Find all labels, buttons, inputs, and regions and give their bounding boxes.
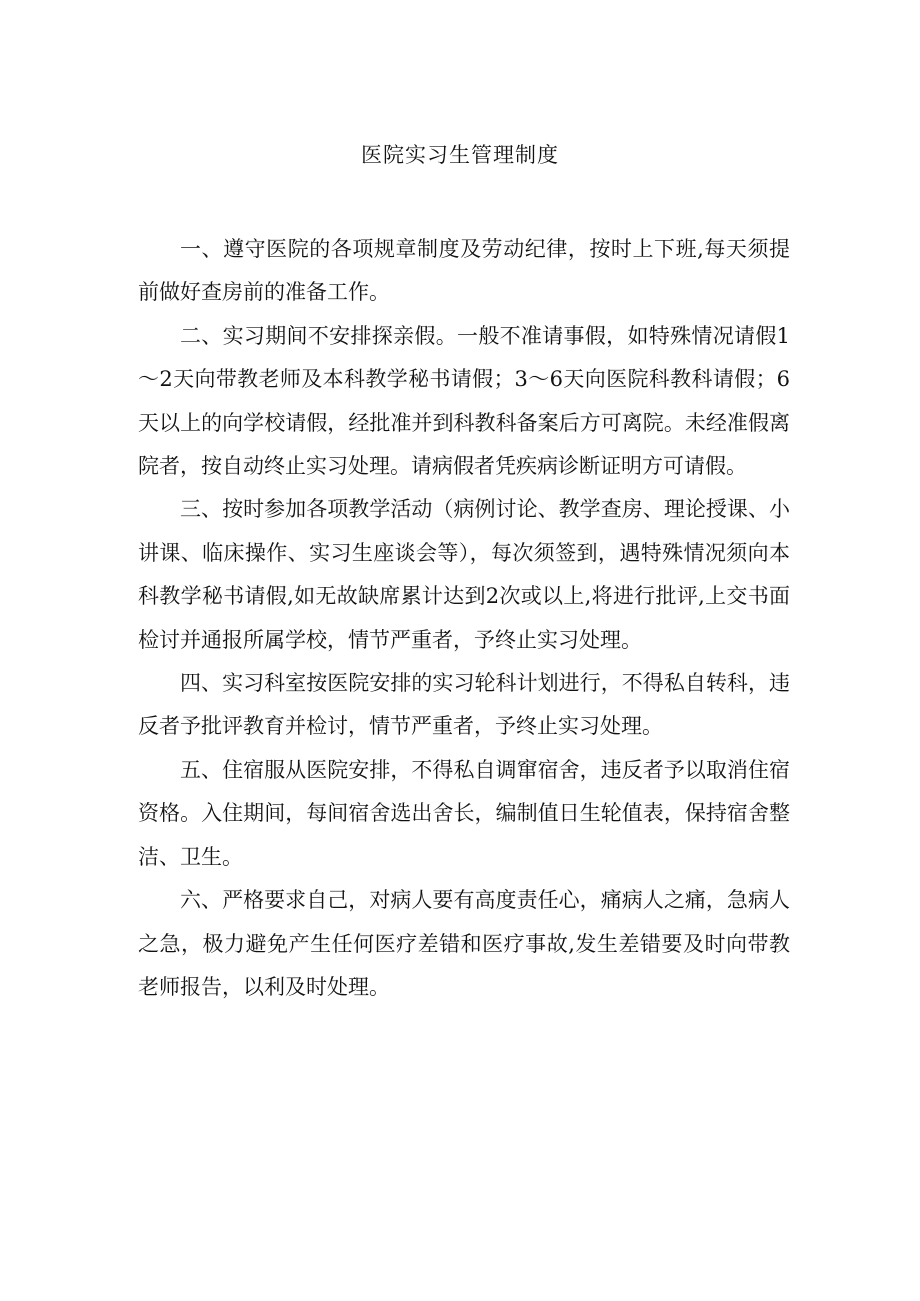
paragraph-4: 四、实习科室按医院安排的实习轮科计划进行，不得私自转科，违反者予批评教育并检讨，情节严重者，予终止实习处理。 [138, 671, 790, 739]
paragraph-1: 一、遵守医院的各项规章制度及劳动纪律，按时上下班,每天须提前做好查房前的准备工作。 [138, 237, 790, 305]
document-body [138, 228, 790, 1009]
document-title: 医院实习生管理制度 [361, 143, 559, 167]
paragraph-3: 三、按时参加各项教学活动（病例讨论、教学查房、理论授课、小讲课、临床操作、实习生座谈会等），每次须签到，遇特殊情况须向本科教学秘书请假,如无故缺席累计达到2次或以上,将进行批评,上交书面检讨并通报所属学校，情节严重者，予终止实习处理。 [138, 497, 790, 652]
paragraph-6: 六、严格要求自己，对病人要有高度责任心，痛病人之痛，急病人之急，极力避免产生任何医疗差错和医疗事故,发生差错要及时向带教老师报告，以利及时处理。 [138, 888, 790, 999]
paragraph-2: 二、实习期间不安排探亲假。一般不准请事假，如特殊情况请假1～2天向带教老师及本科教学秘书请假；3～6天向医院科教科请假；6天以上的向学校请假，经批准并到科教科备案后方可离院。未经准假离院者，按自动终止实习处理。请病假者凭疾病诊断证明方可请假。 [138, 323, 790, 479]
paragraph-5: 五、住宿服从医院安排，不得私自调窜宿舍，违反者予以取消住宿资格。入住期间，每间宿舍选出舍长，编制值日生轮值表，保持宿舍整洁、卫生。 [138, 757, 790, 869]
